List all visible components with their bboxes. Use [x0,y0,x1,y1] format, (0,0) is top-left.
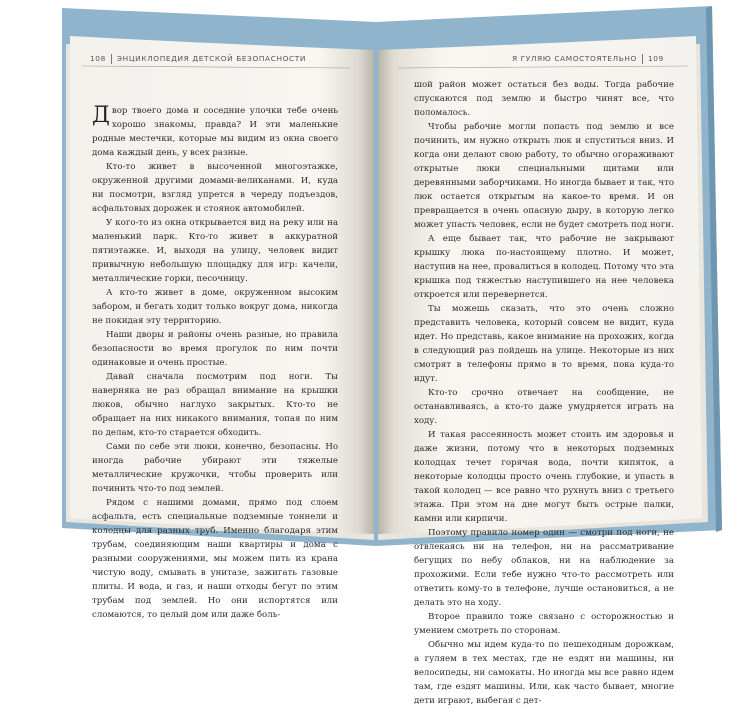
paragraph: Кто-то срочно отвечает на сообщение, не останавливаясь, а кто-то даже умудряется играть на ходу. [414,388,674,426]
paragraph: Сами по себе эти люки, конечно, безопасны. Но иногда рабочие убирают эти тяжелые металлические кружочки, чтобы проверить или починить что-то под землей. [92,442,338,494]
paragraph: У кого-то из окна открывается вид на реку или на маленький парк. Кто-то живет в аккуратной пятиэтажке. И, выходя на улицу, человек видит привычную небольшую площадку для игр: качели, металлические горки, песочницу. [92,218,338,284]
right-running-header [512,54,664,64]
paragraph: И такая рассеянность может стоить им здоровья и даже жизни, потому что в некоторых подземных колодцах течет горячая вода, почти кипяток, а некоторые колодцы просто очень глубокие, и упасть в такой колодец — все равно что рухнуть вниз с третьего этажа. При этом на дне могут быть острые палки, камни или кирпичи. [414,430,674,524]
paragraph: Обычно мы идем куда-то по пешеходным дорожкам, а гуляем в тех местах, где не ездят ни машины, ни велосипеды, ни самокаты. Но иногда мы все равно идем там, где ездят машины. Или, как часто бывает, многие дети играют, выбегая с дет- [414,640,674,706]
right-page-body [414,78,674,708]
left-running-header [90,54,306,64]
paragraph: Наши дворы и районы очень разные, но правила безопасности во время прогулок по ним почти одинаковые и очень простые. [92,330,338,368]
paragraph: Второе правило тоже связано с осторожностью и умением смотреть по сторонам. [414,612,674,636]
paragraph: А еще бывает так, что рабочие не закрывают крышку люка по-настоящему плотно. И может, наступив на нее, провалиться в колодец. Потому что эта крышка под тяжестью наступившего на нее человека откроется или перевернется. [414,234,674,300]
right-header-title: Я ГУЛЯЮ САМОСТОЯТЕЛЬНО [512,54,637,63]
paragraph: шой район может остаться без воды. Тогда рабочие спускаются под землю и быстро чинят все, что поломалось. [414,80,674,118]
paragraph: Двор твоего дома и соседние улочки тебе очень хорошо знакомы, правда? И эти маленькие родные местечки, которые мы видим из окна своего дома каждый день, у всех разные. [92,103,338,158]
paragraph: Кто-то живет в высоченной многоэтажке, окруженной другими домами-великанами. И, куда ни посмотри, взгляд упрется в череду подъездов, асфальтовых дорожек и стоянок автомобилей. [92,162,338,214]
left-header-title: ЭНЦИКЛОПЕДИЯ ДЕТСКОЙ БЕЗОПАСНОСТИ [116,54,307,63]
left-page-number: 108 [90,54,106,63]
left-page-body [92,104,338,622]
right-page-number: 109 [647,54,664,63]
paragraph: А кто-то живет в доме, окруженном высоким забором, и бегать ходит только вокруг дома, никогда не покидая эту территорию. [92,288,338,326]
paragraph: Чтобы рабочие могли попасть под землю и все починить, им нужно открыть люк и спуститься вниз. И когда они делают свою работу, то обычно огораживают открытые люки специальными щитами или деревянными заборчиками. Но иногда бывает и так, что люк остается открытым на какое-то время. И он превращается в очень опасную дыру, в которую легко может упасть человек, если не будет смотреть под ноги. [414,122,674,230]
paragraph: Давай сначала посмотрим под ноги. Ты наверняка не раз обращал внимание на крышки люков, обычно наглухо закрытых. Кто-то не обращает на них никакого внимания, топая по ним по делам, кто-то старается обходить. [92,372,338,438]
dropcap: Д [92,103,110,128]
paragraph: Рядом с нашими домами, прямо под слоем асфальта, есть специальные подземные тоннели и колодцы для разных труб. Именно благодаря этим трубам, соединяющим наши квартиры и дома с разными сооружениями, мы можем пить из крана чистую воду, смывать в унитазе, зажигать газовые плиты. И вода, и газ, и наши отходы бегут по этим трубам под землей. Но они испортятся или сломаются, то целый дом или даже боль- [92,498,338,620]
paragraph: Ты можешь сказать, что это очень сложно представить человека, который совсем не видит, куда идет. Но представь, какое внимание на прохожих, когда в следующий раз пойдешь на улице. Некоторые из них смотрят в телефоны прямо в то время, пока куда-то идут. [414,304,674,384]
paragraph: Поэтому правило номер один — смотри под ноги, не отвлекаясь ни на телефон, ни на рассматривание бегущих по небу облаков, ни на наблюдение за прохожими. Если тебе нужно что-то рассмотреть или ответить кому-то в телефоне, лучше остановиться, а не делать это на ходу. [414,528,674,608]
